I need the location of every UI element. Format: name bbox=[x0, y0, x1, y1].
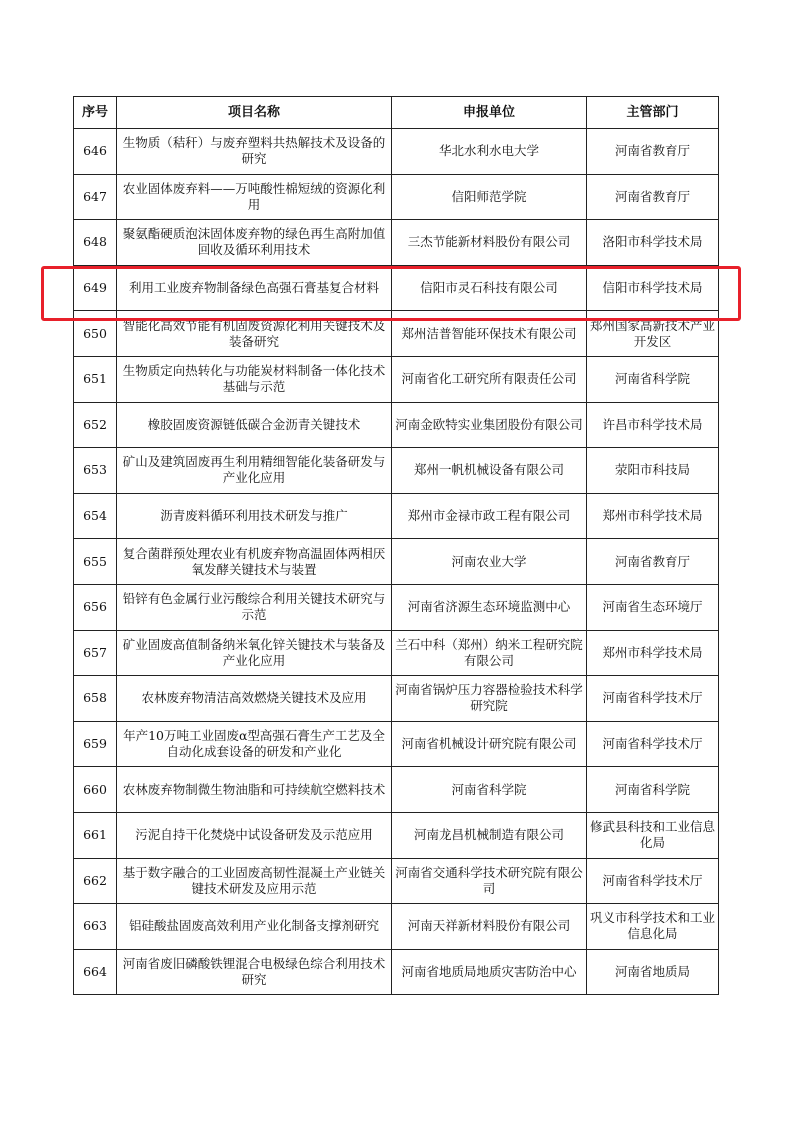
table-row bbox=[74, 265, 719, 311]
cell-unit: 兰石中科（郑州）纳米工程研究院有限公司 bbox=[392, 630, 587, 676]
table-row bbox=[74, 767, 719, 813]
cell-project-name: 利用工业废弃物制备绿色高强石膏基复合材料 bbox=[117, 265, 392, 311]
table-row bbox=[74, 584, 719, 630]
table-row bbox=[74, 356, 719, 402]
cell-no: 655 bbox=[74, 539, 117, 585]
cell-department: 郑州国家高新技术产业开发区 bbox=[587, 311, 719, 357]
cell-unit: 华北水利水电大学 bbox=[392, 129, 587, 175]
table-row bbox=[74, 174, 719, 220]
cell-no: 663 bbox=[74, 904, 117, 950]
cell-project-name: 基于数字融合的工业固废高韧性混凝土产业链关键技术研发及应用示范 bbox=[117, 858, 392, 904]
table-row bbox=[74, 448, 719, 494]
cell-project-name: 沥青废料循环利用技术研发与推广 bbox=[117, 493, 392, 539]
cell-no: 654 bbox=[74, 493, 117, 539]
cell-unit: 郑州一帆机械设备有限公司 bbox=[392, 448, 587, 494]
table-row bbox=[74, 858, 719, 904]
cell-unit: 河南省化工研究所有限责任公司 bbox=[392, 356, 587, 402]
cell-project-name: 矿业固废高值制备纳米氧化锌关键技术与装备及产业化应用 bbox=[117, 630, 392, 676]
table-row bbox=[74, 493, 719, 539]
cell-no: 651 bbox=[74, 356, 117, 402]
table-row bbox=[74, 129, 719, 175]
cell-project-name: 污泥自持干化焚烧中试设备研发及示范应用 bbox=[117, 812, 392, 858]
cell-department: 荥阳市科技局 bbox=[587, 448, 719, 494]
cell-no: 646 bbox=[74, 129, 117, 175]
cell-unit: 河南龙昌机械制造有限公司 bbox=[392, 812, 587, 858]
cell-no: 658 bbox=[74, 676, 117, 722]
cell-unit: 三杰节能新材料股份有限公司 bbox=[392, 220, 587, 266]
cell-project-name: 农林废弃物清洁高效燃烧关键技术及应用 bbox=[117, 676, 392, 722]
cell-project-name: 年产10万吨工业固废α型高强石膏生产工艺及全自动化成套设备的研发和产业化 bbox=[117, 721, 392, 767]
cell-unit: 郑州市金禄市政工程有限公司 bbox=[392, 493, 587, 539]
header-no: 序号 bbox=[74, 97, 117, 129]
cell-department: 河南省教育厅 bbox=[587, 539, 719, 585]
cell-department: 河南省地质局 bbox=[587, 949, 719, 995]
cell-no: 650 bbox=[74, 311, 117, 357]
cell-project-name: 农业固体废弃料——万吨酸性棉短绒的资源化利用 bbox=[117, 174, 392, 220]
header-unit: 申报单位 bbox=[392, 97, 587, 129]
cell-department: 河南省科学技术厅 bbox=[587, 676, 719, 722]
cell-no: 652 bbox=[74, 402, 117, 448]
cell-unit: 河南省交通科学技术研究院有限公司 bbox=[392, 858, 587, 904]
cell-project-name: 河南省废旧磷酸铁锂混合电极绿色综合利用技术研究 bbox=[117, 949, 392, 995]
cell-no: 649 bbox=[74, 265, 117, 311]
cell-department: 河南省生态环境厅 bbox=[587, 584, 719, 630]
cell-unit: 河南省机械设计研究院有限公司 bbox=[392, 721, 587, 767]
cell-unit: 河南省地质局地质灾害防治中心 bbox=[392, 949, 587, 995]
table-header-row bbox=[74, 97, 719, 129]
cell-project-name: 生物质（秸秆）与废弃塑料共热解技术及设备的研究 bbox=[117, 129, 392, 175]
cell-no: 656 bbox=[74, 584, 117, 630]
cell-unit: 河南金欧特实业集团股份有限公司 bbox=[392, 402, 587, 448]
cell-department: 巩义市科学技术和工业信息化局 bbox=[587, 904, 719, 950]
cell-project-name: 农林废弃物制微生物油脂和可持续航空燃料技术 bbox=[117, 767, 392, 813]
cell-department: 河南省科学院 bbox=[587, 767, 719, 813]
cell-project-name: 智能化高效节能有机固废资源化利用关键技术及装备研究 bbox=[117, 311, 392, 357]
cell-project-name: 复合菌群预处理农业有机废弃物高温固体两相厌氧发酵关键技术与装置 bbox=[117, 539, 392, 585]
cell-department: 许昌市科学技术局 bbox=[587, 402, 719, 448]
cell-department: 信阳市科学技术局 bbox=[587, 265, 719, 311]
cell-project-name: 矿山及建筑固废再生利用精细智能化装备研发与产业化应用 bbox=[117, 448, 392, 494]
cell-department: 修武县科技和工业信息化局 bbox=[587, 812, 719, 858]
cell-unit: 河南省科学院 bbox=[392, 767, 587, 813]
cell-no: 661 bbox=[74, 812, 117, 858]
cell-unit: 河南省济源生态环境监测中心 bbox=[392, 584, 587, 630]
table-row bbox=[74, 220, 719, 266]
cell-department: 河南省教育厅 bbox=[587, 174, 719, 220]
project-table bbox=[73, 96, 719, 995]
cell-department: 河南省科学技术厅 bbox=[587, 858, 719, 904]
table-row bbox=[74, 949, 719, 995]
cell-no: 647 bbox=[74, 174, 117, 220]
header-project-name: 项目名称 bbox=[117, 97, 392, 129]
cell-project-name: 铅锌有色金属行业污酸综合利用关键技术研究与示范 bbox=[117, 584, 392, 630]
cell-department: 郑州市科学技术局 bbox=[587, 493, 719, 539]
table-row bbox=[74, 402, 719, 448]
cell-no: 660 bbox=[74, 767, 117, 813]
table-row bbox=[74, 721, 719, 767]
cell-no: 659 bbox=[74, 721, 117, 767]
header-department: 主管部门 bbox=[587, 97, 719, 129]
cell-project-name: 橡胶固废资源链低碳合金沥青关键技术 bbox=[117, 402, 392, 448]
cell-unit: 河南省锅炉压力容器检验技术科学研究院 bbox=[392, 676, 587, 722]
cell-unit: 河南天祥新材料股份有限公司 bbox=[392, 904, 587, 950]
cell-no: 653 bbox=[74, 448, 117, 494]
cell-unit: 信阳师范学院 bbox=[392, 174, 587, 220]
cell-project-name: 聚氨酯硬质泡沫固体废弃物的绿色再生高附加值回收及循环利用技术 bbox=[117, 220, 392, 266]
table-row bbox=[74, 812, 719, 858]
cell-no: 664 bbox=[74, 949, 117, 995]
cell-project-name: 铝硅酸盐固废高效利用产业化制备支撑剂研究 bbox=[117, 904, 392, 950]
cell-department: 河南省科学院 bbox=[587, 356, 719, 402]
table-row bbox=[74, 676, 719, 722]
cell-department: 河南省科学技术厅 bbox=[587, 721, 719, 767]
cell-project-name: 生物质定向热转化与功能炭材料制备一体化技术基础与示范 bbox=[117, 356, 392, 402]
table-row bbox=[74, 539, 719, 585]
cell-no: 648 bbox=[74, 220, 117, 266]
project-table-container bbox=[73, 96, 718, 995]
cell-department: 洛阳市科学技术局 bbox=[587, 220, 719, 266]
table-row bbox=[74, 311, 719, 357]
cell-department: 河南省教育厅 bbox=[587, 129, 719, 175]
table-row bbox=[74, 630, 719, 676]
cell-department: 郑州市科学技术局 bbox=[587, 630, 719, 676]
cell-unit: 信阳市灵石科技有限公司 bbox=[392, 265, 587, 311]
cell-unit: 河南农业大学 bbox=[392, 539, 587, 585]
cell-no: 657 bbox=[74, 630, 117, 676]
cell-no: 662 bbox=[74, 858, 117, 904]
cell-unit: 郑州洁普智能环保技术有限公司 bbox=[392, 311, 587, 357]
table-row bbox=[74, 904, 719, 950]
